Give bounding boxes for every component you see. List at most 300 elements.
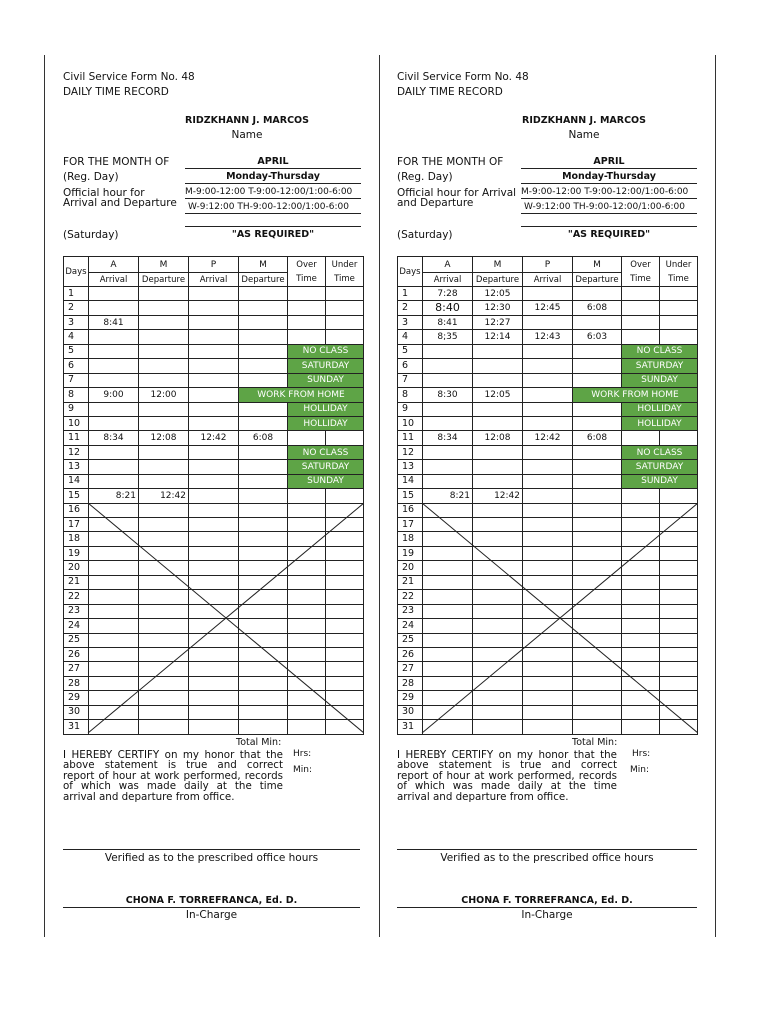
time-cell: [523, 416, 573, 430]
time-cell: [660, 705, 698, 719]
table-row: [398, 546, 698, 560]
undertime-header-line1: Under: [331, 259, 358, 270]
note-cell: SUNDAY: [288, 474, 364, 488]
table-row: [64, 416, 364, 430]
day-number: 20: [398, 561, 423, 575]
day-number: 21: [64, 575, 89, 589]
reg-day-label: (Reg. Day): [63, 171, 119, 183]
time-cell: [89, 705, 139, 719]
overtime-header-line2: Time: [630, 273, 651, 284]
reg-day-label: (Reg. Day): [397, 171, 453, 183]
official-hour-line-1: M-9:00-12:00 T-9:00-12:00/1:00-6:00: [521, 186, 697, 199]
time-cell: [523, 633, 573, 647]
time-cell: [523, 604, 573, 618]
day-number: 29: [64, 691, 89, 705]
undertime-cell: [660, 315, 698, 329]
time-cell: [622, 691, 660, 705]
day-number: 7: [64, 373, 89, 387]
time-cell: [573, 344, 622, 358]
am-departure-cell: 12:00: [139, 388, 189, 402]
table-row: [398, 647, 698, 661]
time-cell: [326, 662, 364, 676]
official-hour-label: Official hour for Arrival: [397, 187, 517, 199]
day-number: 28: [398, 676, 423, 690]
time-cell: [326, 691, 364, 705]
time-cell: [423, 518, 473, 532]
time-cell: [423, 561, 473, 575]
verified-label: Verified as to the prescribed office hours: [440, 852, 654, 864]
time-cell: [523, 402, 573, 416]
time-cell: [139, 518, 189, 532]
time-cell: [523, 344, 573, 358]
time-cell: [423, 373, 473, 387]
form-number: Civil Service Form No. 48: [63, 71, 195, 83]
employee-name: RIDZKHANN J. MARCOS: [185, 115, 309, 126]
time-cell: [239, 691, 288, 705]
time-cell: [89, 532, 139, 546]
time-cell: [89, 445, 139, 459]
time-cell: [473, 402, 523, 416]
day-number: 13: [64, 460, 89, 474]
time-cell: [189, 344, 239, 358]
official-hour-blank-line: [185, 215, 361, 227]
time-cell: [326, 518, 364, 532]
time-cell: [523, 647, 573, 661]
time-cell: [89, 647, 139, 661]
pm-departure-cell: 6:08: [573, 301, 622, 315]
days-header: Days: [64, 257, 89, 287]
time-cell: [288, 503, 326, 517]
incharge-name: CHONA F. TORREFRANCA, Ed. D.: [461, 895, 633, 906]
time-cell: [239, 402, 288, 416]
day-number: 30: [398, 705, 423, 719]
time-cell: [326, 532, 364, 546]
form-number: Civil Service Form No. 48: [397, 71, 529, 83]
day-number: 20: [64, 561, 89, 575]
time-cell: [189, 619, 239, 633]
time-cell: [89, 518, 139, 532]
hrs-label: Hrs:: [293, 749, 312, 759]
time-cell: [89, 662, 139, 676]
day-number: 31: [64, 720, 89, 734]
time-cell: [622, 604, 660, 618]
official-hour-line-2: W-9:12:00 TH-9:00-12:00/1:00-6:00: [521, 201, 697, 214]
note-cell: SATURDAY: [288, 359, 364, 373]
time-cell: [573, 691, 622, 705]
pm-arrival-cell: [189, 287, 239, 301]
table-row: [398, 590, 698, 604]
day-number: 3: [398, 315, 423, 329]
table-row: [64, 460, 364, 474]
time-cell: [473, 662, 523, 676]
note-cell: HOLLIDAY: [622, 416, 698, 430]
day-number: 16: [398, 503, 423, 517]
incharge-line: [397, 907, 697, 908]
table-row: [398, 416, 698, 430]
time-cell: [660, 546, 698, 560]
time-cell: [622, 546, 660, 560]
time-cell: [473, 561, 523, 575]
time-cell: [622, 676, 660, 690]
page-divider-left: [44, 55, 45, 937]
official-hour-label-2: Arrival and Departure: [63, 197, 177, 209]
overtime-cell: [622, 489, 660, 503]
overtime-cell: [288, 301, 326, 315]
time-cell: [473, 619, 523, 633]
time-cell: [660, 561, 698, 575]
day-number: 1: [398, 287, 423, 301]
time-cell: [189, 590, 239, 604]
time-cell: [473, 445, 523, 459]
am-arrival-cell: 8:34: [423, 431, 473, 445]
time-cell: [139, 344, 189, 358]
time-cell: [89, 373, 139, 387]
time-cell: [139, 705, 189, 719]
pm-departure-header: Departure: [573, 273, 622, 287]
table-row: [64, 676, 364, 690]
time-cell: [423, 604, 473, 618]
time-cell: [288, 691, 326, 705]
time-cell: [573, 720, 622, 734]
am-departure-cell: 12:08: [473, 431, 523, 445]
am-arrival-cell: [89, 330, 139, 344]
table-row: [398, 633, 698, 647]
time-cell: [473, 373, 523, 387]
time-cell: [622, 720, 660, 734]
time-cell: [573, 503, 622, 517]
time-cell: [239, 518, 288, 532]
table-row: [64, 301, 364, 315]
day-number: 2: [398, 301, 423, 315]
time-cell: [189, 676, 239, 690]
day-number: 16: [64, 503, 89, 517]
day-number: 2: [64, 301, 89, 315]
table-row: [398, 388, 698, 402]
am-departure-cell: [139, 301, 189, 315]
day-number: 13: [398, 460, 423, 474]
time-cell: [423, 676, 473, 690]
pm-arrival-header: Arrival: [523, 273, 573, 287]
time-cell: [189, 633, 239, 647]
am-departure-cell: 12:27: [473, 315, 523, 329]
time-cell: [326, 676, 364, 690]
day-number: 22: [398, 590, 423, 604]
time-cell: [523, 619, 573, 633]
time-cell: [622, 532, 660, 546]
time-cell: [423, 619, 473, 633]
table-row: [398, 604, 698, 618]
overtime-cell: [622, 287, 660, 301]
overtime-header: [288, 257, 326, 287]
time-cell: [189, 662, 239, 676]
undertime-header-line2: Time: [334, 273, 355, 284]
table-row: [64, 388, 364, 402]
time-cell: [523, 518, 573, 532]
time-cell: [288, 619, 326, 633]
day-number: 17: [64, 518, 89, 532]
time-cell: [423, 662, 473, 676]
time-cell: [573, 662, 622, 676]
time-cell: [473, 532, 523, 546]
time-record-table: [397, 256, 698, 735]
time-cell: [423, 532, 473, 546]
am-departure-cell: [139, 287, 189, 301]
am-arrival-cell: 8;35: [423, 330, 473, 344]
time-cell: [89, 344, 139, 358]
table-row: [64, 575, 364, 589]
time-cell: [189, 705, 239, 719]
time-cell: [523, 460, 573, 474]
am-arrival-cell: 8:40: [423, 301, 473, 315]
time-cell: [89, 619, 139, 633]
table-row: [398, 373, 698, 387]
time-cell: [573, 546, 622, 560]
table-row: [64, 373, 364, 387]
time-cell: [573, 474, 622, 488]
days-header: Days: [398, 257, 423, 287]
table-row: [398, 402, 698, 416]
am-arrival-cell: 8:30: [423, 388, 473, 402]
time-cell: [523, 445, 573, 459]
table-row: [398, 575, 698, 589]
saturday-value: "AS REQUIRED": [231, 229, 315, 240]
time-cell: [189, 503, 239, 517]
pm-arrival-cell: 12:42: [189, 431, 239, 445]
overtime-cell: [288, 330, 326, 344]
table-row: [64, 662, 364, 676]
pm-departure-cell: [573, 489, 622, 503]
time-cell: [239, 532, 288, 546]
table-row: [64, 503, 364, 517]
official-hour-blank-line: [521, 215, 697, 227]
time-cell: [473, 474, 523, 488]
time-cell: [473, 720, 523, 734]
time-cell: [326, 720, 364, 734]
time-cell: [523, 474, 573, 488]
table-row: [64, 344, 364, 358]
note-cell: SATURDAY: [288, 460, 364, 474]
time-cell: [523, 575, 573, 589]
time-cell: [573, 402, 622, 416]
day-number: 19: [64, 546, 89, 560]
undertime-cell: [660, 489, 698, 503]
table-row: [398, 315, 698, 329]
time-cell: [423, 503, 473, 517]
pm-departure-cell: [239, 301, 288, 315]
page-divider-right: [715, 55, 716, 937]
day-number: 3: [64, 315, 89, 329]
time-cell: [326, 575, 364, 589]
day-number: 1: [64, 287, 89, 301]
am-departure-cell: 12:14: [473, 330, 523, 344]
time-cell: [239, 373, 288, 387]
overtime-cell: [288, 489, 326, 503]
time-cell: [622, 647, 660, 661]
table-row: [398, 287, 698, 301]
time-cell: [239, 662, 288, 676]
time-cell: [573, 359, 622, 373]
official-hour-line-1: M-9:00-12:00 T-9:00-12:00/1:00-6:00: [185, 186, 361, 199]
day-number: 4: [398, 330, 423, 344]
min-label: Min:: [630, 765, 650, 775]
time-cell: [423, 546, 473, 560]
day-number: 4: [64, 330, 89, 344]
time-cell: [523, 590, 573, 604]
incharge-label: In-Charge: [185, 909, 238, 921]
am-arrival-cell: 7:28: [423, 287, 473, 301]
day-number: 31: [398, 720, 423, 734]
note-cell: NO CLASS: [288, 445, 364, 459]
table-row: [64, 647, 364, 661]
undertime-cell: [326, 330, 364, 344]
verified-label: Verified as to the prescribed office hours: [104, 852, 319, 864]
undertime-cell: [326, 287, 364, 301]
day-number: 18: [64, 532, 89, 546]
undertime-header-line2: Time: [668, 273, 689, 284]
time-cell: [622, 503, 660, 517]
overtime-cell: [622, 330, 660, 344]
time-cell: [573, 647, 622, 661]
time-cell: [573, 445, 622, 459]
day-number: 19: [398, 546, 423, 560]
time-cell: [288, 532, 326, 546]
time-cell: [139, 416, 189, 430]
time-cell: [239, 445, 288, 459]
day-number: 12: [64, 445, 89, 459]
incharge-label: In-Charge: [521, 909, 573, 921]
time-cell: [573, 705, 622, 719]
time-cell: [189, 720, 239, 734]
official-hour-line-2: W-9:12:00 TH-9:00-12:00/1:00-6:00: [185, 201, 361, 214]
time-cell: [660, 590, 698, 604]
note-cell: HOLLIDAY: [288, 402, 364, 416]
time-cell: [473, 691, 523, 705]
time-cell: [523, 676, 573, 690]
time-cell: [89, 604, 139, 618]
undertime-cell: [326, 431, 364, 445]
form-title: DAILY TIME RECORD: [397, 86, 503, 98]
time-cell: [573, 619, 622, 633]
time-cell: [189, 647, 239, 661]
dtr-form-left: [63, 0, 363, 1024]
table-row: [398, 518, 698, 532]
pm-arrival-cell: [523, 388, 573, 402]
time-cell: [622, 619, 660, 633]
verified-line: [397, 849, 697, 850]
table-row: [398, 532, 698, 546]
reg-day-value: Monday-Thursday: [521, 171, 697, 184]
certification-text: I HEREBY CERTIFY on my honor that the above statement is true and correct report of hour at work performed, records of which was made daily at the time arrival and departure from office.: [63, 749, 283, 803]
time-cell: [423, 590, 473, 604]
name-label: Name: [231, 129, 263, 141]
am-departure-cell: 12:42: [139, 489, 189, 503]
pm-departure-cell: [573, 315, 622, 329]
table-row: [64, 705, 364, 719]
am-arrival-cell: 8:21: [89, 489, 139, 503]
time-cell: [288, 546, 326, 560]
note-cell: WORK FROM HOME: [573, 388, 698, 402]
time-cell: [288, 662, 326, 676]
time-cell: [423, 344, 473, 358]
table-row: [64, 431, 364, 445]
time-cell: [139, 561, 189, 575]
day-number: 15: [64, 489, 89, 503]
month-label: FOR THE MONTH OF: [63, 156, 170, 168]
certification-text: I HEREBY CERTIFY on my honor that the above statement is true and correct report of hour at work performed, records of which was made daily at the time arrival and departure from office.: [397, 749, 617, 803]
time-cell: [139, 720, 189, 734]
time-cell: [139, 532, 189, 546]
day-number: 14: [398, 474, 423, 488]
table-row: [64, 561, 364, 575]
time-cell: [573, 460, 622, 474]
day-number: 6: [64, 359, 89, 373]
time-cell: [523, 691, 573, 705]
time-cell: [239, 546, 288, 560]
time-cell: [288, 720, 326, 734]
time-cell: [239, 575, 288, 589]
time-cell: [423, 474, 473, 488]
table-row: [64, 590, 364, 604]
day-number: 24: [64, 619, 89, 633]
overtime-cell: [288, 315, 326, 329]
time-cell: [326, 503, 364, 517]
time-cell: [139, 691, 189, 705]
day-number: 15: [398, 489, 423, 503]
time-cell: [326, 647, 364, 661]
pm-p-header: P: [523, 257, 573, 273]
undertime-cell: [660, 287, 698, 301]
note-cell: SUNDAY: [622, 373, 698, 387]
table-row: [64, 489, 364, 503]
day-number: 5: [64, 344, 89, 358]
note-cell: SUNDAY: [288, 373, 364, 387]
time-cell: [89, 460, 139, 474]
am-departure-cell: 12:30: [473, 301, 523, 315]
time-cell: [523, 662, 573, 676]
note-cell: NO CLASS: [288, 344, 364, 358]
time-cell: [473, 503, 523, 517]
time-cell: [423, 445, 473, 459]
time-cell: [473, 633, 523, 647]
pm-departure-cell: [239, 287, 288, 301]
pm-arrival-cell: [523, 287, 573, 301]
table-row: [398, 301, 698, 315]
time-cell: [326, 546, 364, 560]
note-cell: NO CLASS: [622, 344, 698, 358]
table-row: [64, 532, 364, 546]
time-cell: [189, 373, 239, 387]
pm-departure-cell: [573, 287, 622, 301]
day-number: 10: [398, 416, 423, 430]
pm-m-header: M: [573, 257, 622, 273]
time-cell: [288, 590, 326, 604]
table-row: [64, 546, 364, 560]
overtime-cell: [622, 431, 660, 445]
time-cell: [622, 633, 660, 647]
time-cell: [139, 445, 189, 459]
note-cell: HOLLIDAY: [622, 402, 698, 416]
day-number: 14: [64, 474, 89, 488]
time-cell: [622, 561, 660, 575]
month-label: FOR THE MONTH OF: [397, 156, 504, 168]
day-number: 26: [398, 647, 423, 661]
time-cell: [189, 561, 239, 575]
table-row: [398, 445, 698, 459]
time-cell: [239, 705, 288, 719]
time-cell: [239, 460, 288, 474]
time-cell: [189, 575, 239, 589]
time-cell: [288, 647, 326, 661]
